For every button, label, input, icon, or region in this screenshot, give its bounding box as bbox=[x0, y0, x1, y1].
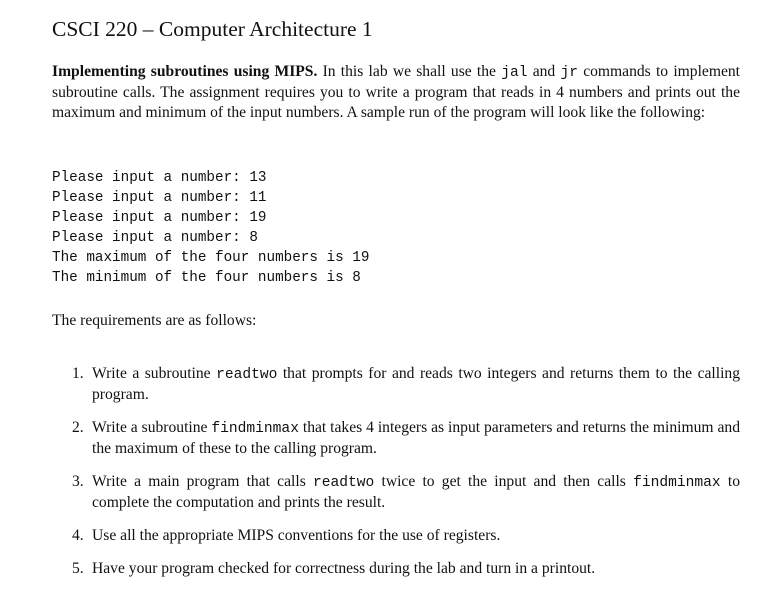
intro-text-3: commands to implement subroutine calls. The assignment requires you to write a program that reads in 4 numbers and prints out the maximum and minimum of the input numbers. A sample run of the program will look like the following: bbox=[52, 63, 741, 121]
requirement-item bbox=[72, 526, 740, 546]
intro-text-2: and bbox=[527, 63, 561, 80]
requirements-list bbox=[72, 364, 740, 592]
requirement-text: that takes 4 integers as input parameters and returns the minimum and the maximum of these to the calling program. bbox=[92, 419, 740, 457]
sample-run-line: Please input a number: 8 bbox=[52, 230, 258, 246]
requirement-number: 4. bbox=[72, 527, 84, 544]
requirement-item bbox=[72, 472, 740, 513]
requirement-text: Write a main program that calls bbox=[92, 473, 313, 490]
intro-code-jr: jr bbox=[560, 65, 578, 81]
requirement-number: 2. bbox=[72, 419, 84, 436]
sample-run-line: The minimum of the four numbers is 8 bbox=[52, 270, 361, 286]
requirement-text: Write a subroutine bbox=[92, 365, 217, 382]
sample-run-line: Please input a number: 11 bbox=[52, 190, 267, 206]
requirement-number: 1. bbox=[72, 365, 84, 382]
requirement-code: readtwo bbox=[216, 367, 278, 383]
page-title: CSCI 220 – Computer Architecture 1 bbox=[52, 17, 373, 41]
requirement-text: twice to get the input and then calls bbox=[374, 473, 634, 490]
requirement-item bbox=[72, 418, 740, 459]
sample-run-line: Please input a number: 13 bbox=[52, 170, 267, 186]
intro-text-1: In this lab we shall use the bbox=[317, 63, 502, 80]
requirement-code: findminmax bbox=[633, 475, 721, 491]
sample-run-line: Please input a number: 19 bbox=[52, 210, 267, 226]
requirement-text: that prompts for and reads two integers and returns them to the calling program. bbox=[92, 365, 741, 403]
sample-run-line: The maximum of the four numbers is 19 bbox=[52, 250, 370, 266]
intro-paragraph bbox=[52, 62, 740, 123]
requirement-item bbox=[72, 364, 740, 405]
requirement-text: to complete the computation and prints the result. bbox=[92, 473, 740, 511]
intro-code-jal: jal bbox=[501, 65, 528, 81]
requirement-code: findminmax bbox=[211, 421, 299, 437]
requirement-item bbox=[72, 559, 740, 579]
sample-run-block bbox=[52, 168, 369, 288]
requirement-code: readtwo bbox=[312, 475, 375, 491]
requirement-number: 3. bbox=[72, 473, 84, 490]
intro-heading: Implementing subroutines using MIPS. bbox=[52, 63, 318, 80]
requirement-text: Have your program checked for correctness during the lab and turn in a printout. bbox=[92, 560, 596, 577]
requirements-intro: The requirements are as follows: bbox=[52, 312, 257, 329]
requirement-text: Use all the appropriate MIPS conventions for the use of registers. bbox=[92, 527, 501, 544]
requirement-text: Write a subroutine bbox=[92, 419, 212, 436]
requirement-number: 5. bbox=[72, 560, 84, 577]
